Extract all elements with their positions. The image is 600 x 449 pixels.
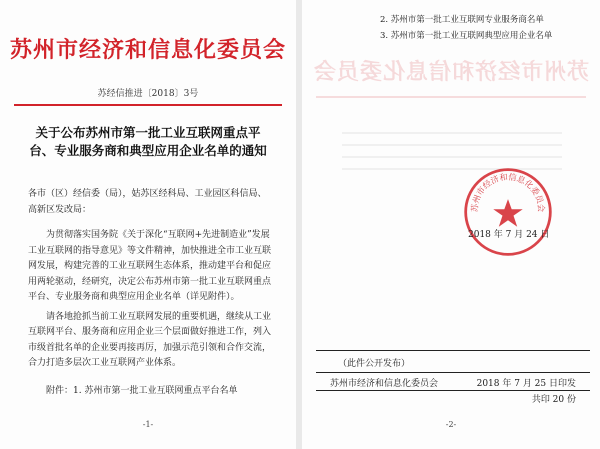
rule-line (316, 350, 590, 351)
page-number: -2- (445, 420, 457, 429)
document-page-1 (0, 0, 296, 449)
body-paragraph-1: 为贯彻落实国务院《关于深化“互联网+先进制造业”发展工业互联网的指导意见》等文件精神，加快推进全市工业互联网发展，构建完善的工业互联网生态体系，推动建平台和促应用两轮驱动，经研究，决定公布苏州市第一批工业互联网重点平台、专业服务商和典型应用企业名单（详见附件）。 (28, 230, 272, 302)
attachment-list (380, 12, 552, 44)
recipients-line-1: 各市（区）经信委（局），姑苏区经科局、工业园区科信局、 (28, 189, 267, 199)
print-date: 2018 年 7 月 25 日印发 (476, 379, 576, 389)
copies-count: 共印 20 份 (531, 395, 576, 405)
recipients-line-2: 高新区发改局： (28, 204, 92, 215)
notice-title (10, 124, 286, 160)
title-line-1: 关于公布苏州市第一批工业互联网重点平 (35, 125, 261, 140)
attachment-line-2: 2. 苏州市第一批工业互联网专业服务商名单 (380, 15, 544, 25)
page-number: -1- (142, 420, 154, 429)
print-issuer: 苏州市经济和信息化委员会 (330, 379, 439, 389)
body-paragraph-2: 请各地抢抓当前工业互联网发展的重要机遇，继续从工业互联网平台、服务商和应用企业三个层面做好推进工作，列入市级首批名单的企业要再接再厉，加强示范引领和合作交流，合力打造多层次工业互联网产业体系。 (28, 311, 272, 368)
bleed-through-text (342, 130, 562, 170)
issuer-header: 苏州市经济和信息化委员会 (9, 37, 286, 63)
issue-date: 2018 年 7 月 24 日 (468, 230, 550, 240)
recipients (28, 187, 276, 218)
document-number: 苏经信推进〔2018〕3号 (97, 89, 199, 99)
title-line-2: 台、专业服务商和典型应用企业名单的通知 (29, 143, 267, 158)
rule-line (316, 390, 590, 391)
red-divider-line (14, 104, 282, 106)
official-seal-icon (462, 166, 554, 258)
notice-body (28, 228, 276, 376)
document-page-2 (302, 0, 600, 449)
bleed-through-header: 苏州市经济和信息化委员会 (313, 59, 590, 85)
publish-note: （此件公开发布） (338, 359, 411, 369)
rule-line (316, 372, 590, 373)
attachment-line-3: 3. 苏州市第一批工业互联网典型应用企业名单 (380, 31, 553, 41)
attachment-line-1: 附件：1. 苏州市第一批工业互联网重点平台名单 (46, 386, 238, 396)
bleed-through-line (316, 96, 586, 98)
seal-text: 苏州市经济和信息化委员会 (469, 171, 547, 213)
